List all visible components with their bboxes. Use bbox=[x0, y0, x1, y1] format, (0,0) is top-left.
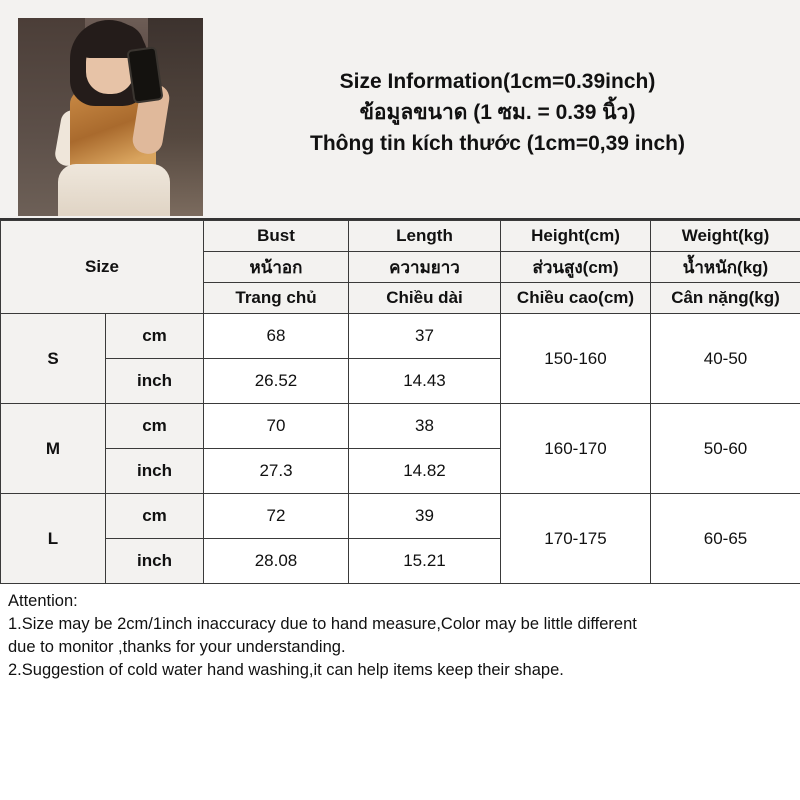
unit-cm-s: cm bbox=[106, 314, 204, 359]
bust-inch-s: 26.52 bbox=[204, 359, 349, 404]
table-header-row-en bbox=[1, 221, 800, 252]
size-table bbox=[0, 220, 800, 584]
bottom-whitespace bbox=[0, 714, 800, 800]
table-row bbox=[1, 404, 800, 449]
height-s: 150-160 bbox=[501, 314, 651, 404]
length-inch-s: 14.43 bbox=[349, 359, 501, 404]
row-size-label-s: S bbox=[1, 314, 106, 404]
table-row bbox=[1, 314, 800, 359]
length-cm-l: 39 bbox=[349, 494, 501, 539]
height-l: 170-175 bbox=[501, 494, 651, 584]
bust-cm-s: 68 bbox=[204, 314, 349, 359]
header-size-cell: Size bbox=[1, 221, 204, 314]
row-size-label-m: M bbox=[1, 404, 106, 494]
header-weight-th: น้ำหนัก(kg) bbox=[651, 252, 800, 283]
bust-inch-m: 27.3 bbox=[204, 449, 349, 494]
header-height-th: ส่วนสูง(cm) bbox=[501, 252, 651, 283]
attention-section bbox=[0, 584, 800, 682]
title-line-vi: Thông tin kích thước (1cm=0,39 inch) bbox=[310, 131, 685, 155]
header-titles bbox=[203, 0, 800, 218]
header-weight-en: Weight(kg) bbox=[651, 221, 800, 252]
title-line-en: Size Information(1cm=0.39inch) bbox=[339, 69, 656, 93]
header-length-en: Length bbox=[349, 221, 501, 252]
table-row bbox=[1, 494, 800, 539]
unit-cm-m: cm bbox=[106, 404, 204, 449]
unit-inch-m: inch bbox=[106, 449, 204, 494]
length-inch-m: 14.82 bbox=[349, 449, 501, 494]
unit-inch-s: inch bbox=[106, 359, 204, 404]
header-weight-vi: Cân nặng(kg) bbox=[651, 283, 800, 314]
length-cm-s: 37 bbox=[349, 314, 501, 359]
bust-cm-l: 72 bbox=[204, 494, 349, 539]
weight-m: 50-60 bbox=[651, 404, 800, 494]
weight-s: 40-50 bbox=[651, 314, 800, 404]
height-m: 160-170 bbox=[501, 404, 651, 494]
header-section bbox=[0, 0, 800, 220]
length-cm-m: 38 bbox=[349, 404, 501, 449]
header-bust-th: หน้าอก bbox=[204, 252, 349, 283]
attention-title: Attention: bbox=[8, 592, 78, 610]
photo-pants bbox=[58, 164, 170, 216]
header-height-en: Height(cm) bbox=[501, 221, 651, 252]
attention-line-2: 2.Suggestion of cold water hand washing,it can help items keep their shape. bbox=[8, 661, 564, 679]
weight-l: 60-65 bbox=[651, 494, 800, 584]
title-line-th: ข้อมูลขนาด (1 ซม. = 0.39 นิ้ว) bbox=[359, 100, 636, 124]
row-size-label-l: L bbox=[1, 494, 106, 584]
attention-line-1b: due to monitor ,thanks for your understanding. bbox=[8, 638, 346, 656]
unit-cm-l: cm bbox=[106, 494, 204, 539]
length-inch-l: 15.21 bbox=[349, 539, 501, 584]
bust-inch-l: 28.08 bbox=[204, 539, 349, 584]
bust-cm-m: 70 bbox=[204, 404, 349, 449]
header-length-th: ความยาว bbox=[349, 252, 501, 283]
header-length-vi: Chiều dài bbox=[349, 283, 501, 314]
unit-inch-l: inch bbox=[106, 539, 204, 584]
header-height-vi: Chiều cao(cm) bbox=[501, 283, 651, 314]
product-photo bbox=[18, 18, 203, 216]
header-bust-en: Bust bbox=[204, 221, 349, 252]
attention-line-1a: 1.Size may be 2cm/1inch inaccuracy due to hand measure,Color may be little different bbox=[8, 615, 637, 633]
header-bust-vi: Trang chủ bbox=[204, 283, 349, 314]
